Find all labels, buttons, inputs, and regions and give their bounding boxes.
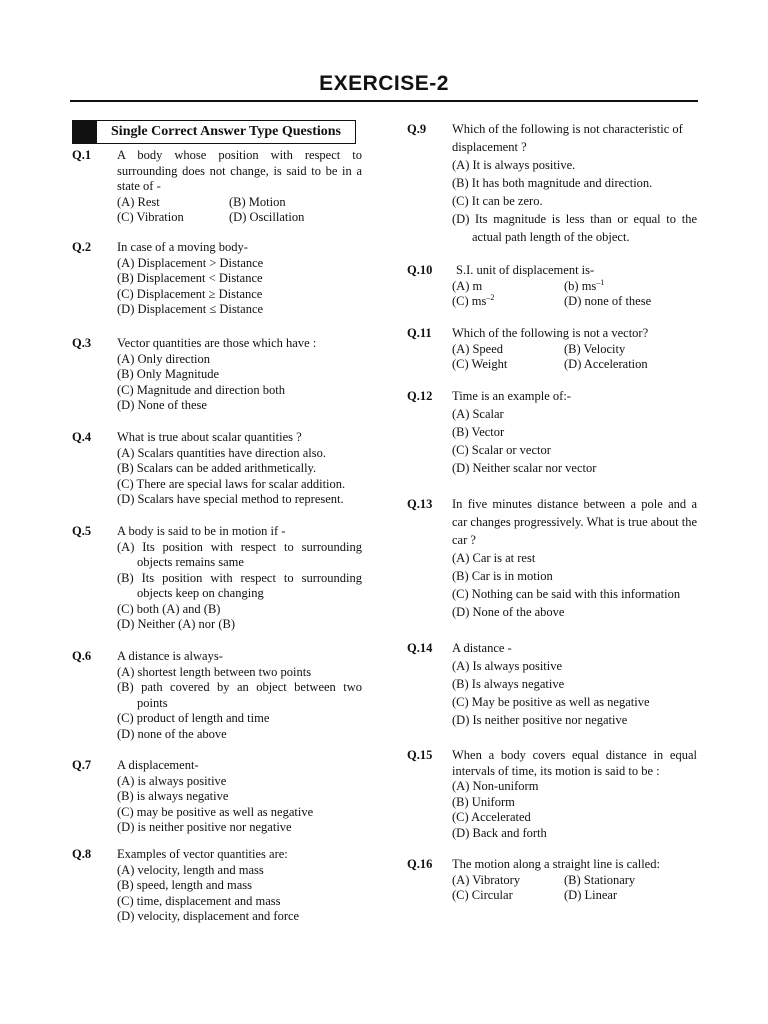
question-number: Q.6 [72, 649, 92, 663]
question-15 [407, 748, 697, 841]
question-stem: What is true about scalar quantities ? [117, 430, 302, 444]
options [117, 195, 362, 226]
option-b[interactable]: (B) Only Magnitude [117, 367, 220, 381]
option-a[interactable]: (A) velocity, length and mass [117, 862, 264, 877]
option-b[interactable]: (B) Its position with respect to surrounding objects keep on changing [117, 570, 362, 600]
question-3 [72, 336, 362, 414]
question-stem: In five minutes distance between a pole and a car changes progressively. What is true about the car ? [452, 497, 697, 547]
option-b[interactable]: (B) path covered by an object between two points [117, 680, 362, 710]
question-16 [407, 857, 697, 904]
option-d[interactable]: (D) Back and forth [452, 825, 547, 840]
question-10 [407, 263, 697, 310]
option-a[interactable]: (A) Car is at rest [452, 551, 536, 565]
option-b[interactable]: (B) Motion [229, 194, 286, 209]
option-d[interactable]: (D) velocity, displacement and force [117, 909, 300, 923]
option-a[interactable]: (A) is always positive [117, 773, 227, 788]
option-d[interactable]: (D) Displacement ≤ Distance [117, 302, 264, 316]
option-a[interactable]: (A) Scalars quantities have direction also. [117, 445, 326, 460]
section-marker [73, 121, 97, 143]
question-11 [407, 326, 697, 373]
option-d[interactable]: (D) Oscillation [229, 210, 305, 224]
question-8 [72, 847, 362, 925]
option-c[interactable]: (C) May be positive as well as negative [452, 695, 650, 709]
option-a[interactable]: (A) m [452, 278, 483, 293]
option-c[interactable]: (C) There are special laws for scalar addition. [117, 476, 346, 491]
question-stem: In case of a moving body- [117, 240, 248, 254]
option-d[interactable]: (D) Its magnitude is less than or equal to the actual path length of the object. [452, 212, 697, 244]
option-c[interactable]: (C) Accelerated [452, 810, 531, 824]
question-number: Q.14 [407, 641, 433, 655]
question-number: Q.11 [407, 326, 432, 340]
option-d[interactable]: (D) Is neither positive nor negative [452, 713, 628, 727]
option-a[interactable]: (A) Is always positive [452, 659, 563, 673]
question-stem: A distance - [452, 641, 512, 655]
option-b[interactable]: (B) Stationary [564, 872, 636, 887]
option-b[interactable]: (B) Vector [452, 425, 505, 439]
option-c-exponent: –2 [486, 292, 495, 302]
options [452, 873, 697, 904]
option-b[interactable]: (B) Velocity [564, 341, 626, 356]
section-header [72, 120, 356, 144]
question-stem: A displacement- [117, 758, 199, 772]
option-c[interactable]: (C) may be positive as well as negative [117, 804, 314, 819]
option-c[interactable]: (C) both (A) and (B) [117, 601, 221, 616]
option-d[interactable]: (D) None of these [117, 398, 207, 412]
question-number: Q.4 [72, 430, 92, 444]
option-a[interactable]: (A) It is always positive. [452, 158, 576, 172]
option-a[interactable]: (A) Rest [117, 194, 160, 209]
option-a[interactable]: (A) shortest length between two points [117, 664, 312, 679]
question-stem: Examples of vector quantities are: [117, 847, 288, 861]
option-d[interactable]: (D) None of the above [452, 605, 565, 619]
question-number: Q.1 [72, 148, 92, 162]
option-c[interactable]: (C) Displacement ≥ Distance [117, 286, 263, 301]
question-number: Q.3 [72, 336, 92, 350]
option-d[interactable]: (D) none of these [564, 294, 652, 308]
option-d[interactable]: (D) Linear [564, 888, 618, 902]
question-number: Q.10 [407, 263, 433, 277]
option-d[interactable]: (D) none of the above [117, 726, 227, 741]
option-c[interactable]: (C) Weight [452, 357, 508, 371]
option-a[interactable]: (A) Its position with respect to surrounding objects remains same [117, 539, 362, 569]
option-d[interactable]: (D) Scalars have special method to represent. [117, 492, 344, 506]
question-4 [72, 430, 362, 508]
question-number: Q.2 [72, 240, 92, 254]
option-a[interactable]: (A) Non-uniform [452, 779, 539, 793]
option-c[interactable]: (C) Nothing can be said with this information [452, 587, 681, 601]
option-b-text: (b) ms [564, 278, 597, 293]
option-b[interactable] [564, 279, 697, 295]
question-stem: When a body covers equal distance in equal intervals of time, its motion is said to be : [452, 748, 697, 778]
option-a[interactable]: (A) Speed [452, 341, 504, 356]
question-number: Q.7 [72, 758, 92, 772]
option-c[interactable]: (C) Vibration [117, 210, 184, 224]
page-title: EXERCISE-2 [319, 72, 449, 95]
question-number: Q.15 [407, 748, 433, 762]
question-stem: A distance is always- [117, 649, 223, 663]
question-12 [407, 387, 697, 477]
options [452, 279, 697, 310]
option-a[interactable]: (A) Scalar [452, 407, 504, 421]
section-title: Single Correct Answer Type Questions [111, 124, 341, 139]
option-c-text: (C) ms [452, 294, 487, 308]
option-c[interactable] [452, 294, 564, 310]
option-b[interactable]: (B) Scalars can be added arithmetically. [117, 461, 317, 475]
option-d[interactable]: (D) Neither (A) nor (B) [117, 617, 236, 631]
option-c[interactable]: (C) Circular [452, 888, 513, 902]
option-b[interactable]: (B) Is always negative [452, 677, 565, 691]
question-stem: The motion along a straight line is called: [452, 857, 660, 871]
option-b[interactable]: (B) Displacement < Distance [117, 271, 263, 285]
option-b[interactable]: (B) is always negative [117, 789, 229, 803]
option-d[interactable]: (D) Neither scalar nor vector [452, 461, 597, 475]
question-14 [407, 639, 697, 729]
option-c[interactable]: (C) It can be zero. [452, 194, 543, 208]
question-stem: Which of the following is not characteristic of displacement ? [452, 122, 683, 154]
question-stem: A body is said to be in motion if - [117, 524, 286, 538]
question-stem: Vector quantities are those which have : [117, 336, 317, 350]
question-stem: Time is an example of:- [452, 389, 571, 403]
question-stem: S.I. unit of displacement is- [456, 263, 595, 277]
question-stem: A body whose position with respect to surrounding does not change, is said to be in a state of - [117, 148, 362, 193]
options [452, 342, 697, 373]
option-a[interactable]: (A) Displacement > Distance [117, 255, 264, 270]
option-b[interactable]: (B) Uniform [452, 794, 515, 809]
option-b[interactable]: (B) speed, length and mass [117, 878, 253, 892]
question-1 [72, 148, 362, 226]
question-stem: Which of the following is not a vector? [452, 326, 649, 340]
question-9 [407, 120, 697, 246]
question-number: Q.16 [407, 857, 433, 871]
question-number: Q.5 [72, 524, 92, 538]
option-a[interactable]: (A) Vibratory [452, 872, 521, 887]
option-c[interactable]: (C) Scalar or vector [452, 443, 551, 457]
option-d[interactable]: (D) Acceleration [564, 357, 648, 371]
option-c[interactable]: (C) time, displacement and mass [117, 893, 281, 908]
question-2 [72, 240, 362, 318]
option-b[interactable]: (B) Car is in motion [452, 569, 553, 583]
question-number: Q.9 [407, 122, 427, 136]
question-13 [407, 495, 697, 621]
question-number: Q.12 [407, 389, 433, 403]
question-6 [72, 649, 362, 742]
option-b[interactable]: (B) It has both magnitude and direction. [452, 176, 653, 190]
option-c[interactable]: (C) product of length and time [117, 711, 270, 725]
question-5 [72, 524, 362, 633]
option-c[interactable]: (C) Magnitude and direction both [117, 382, 286, 397]
option-d[interactable]: (D) is neither positive nor negative [117, 820, 292, 834]
question-7 [72, 758, 362, 836]
question-number: Q.8 [72, 847, 92, 861]
option-b-exponent: –1 [596, 277, 605, 287]
question-number: Q.13 [407, 497, 433, 511]
title-divider [70, 100, 698, 102]
option-a[interactable]: (A) Only direction [117, 351, 211, 366]
